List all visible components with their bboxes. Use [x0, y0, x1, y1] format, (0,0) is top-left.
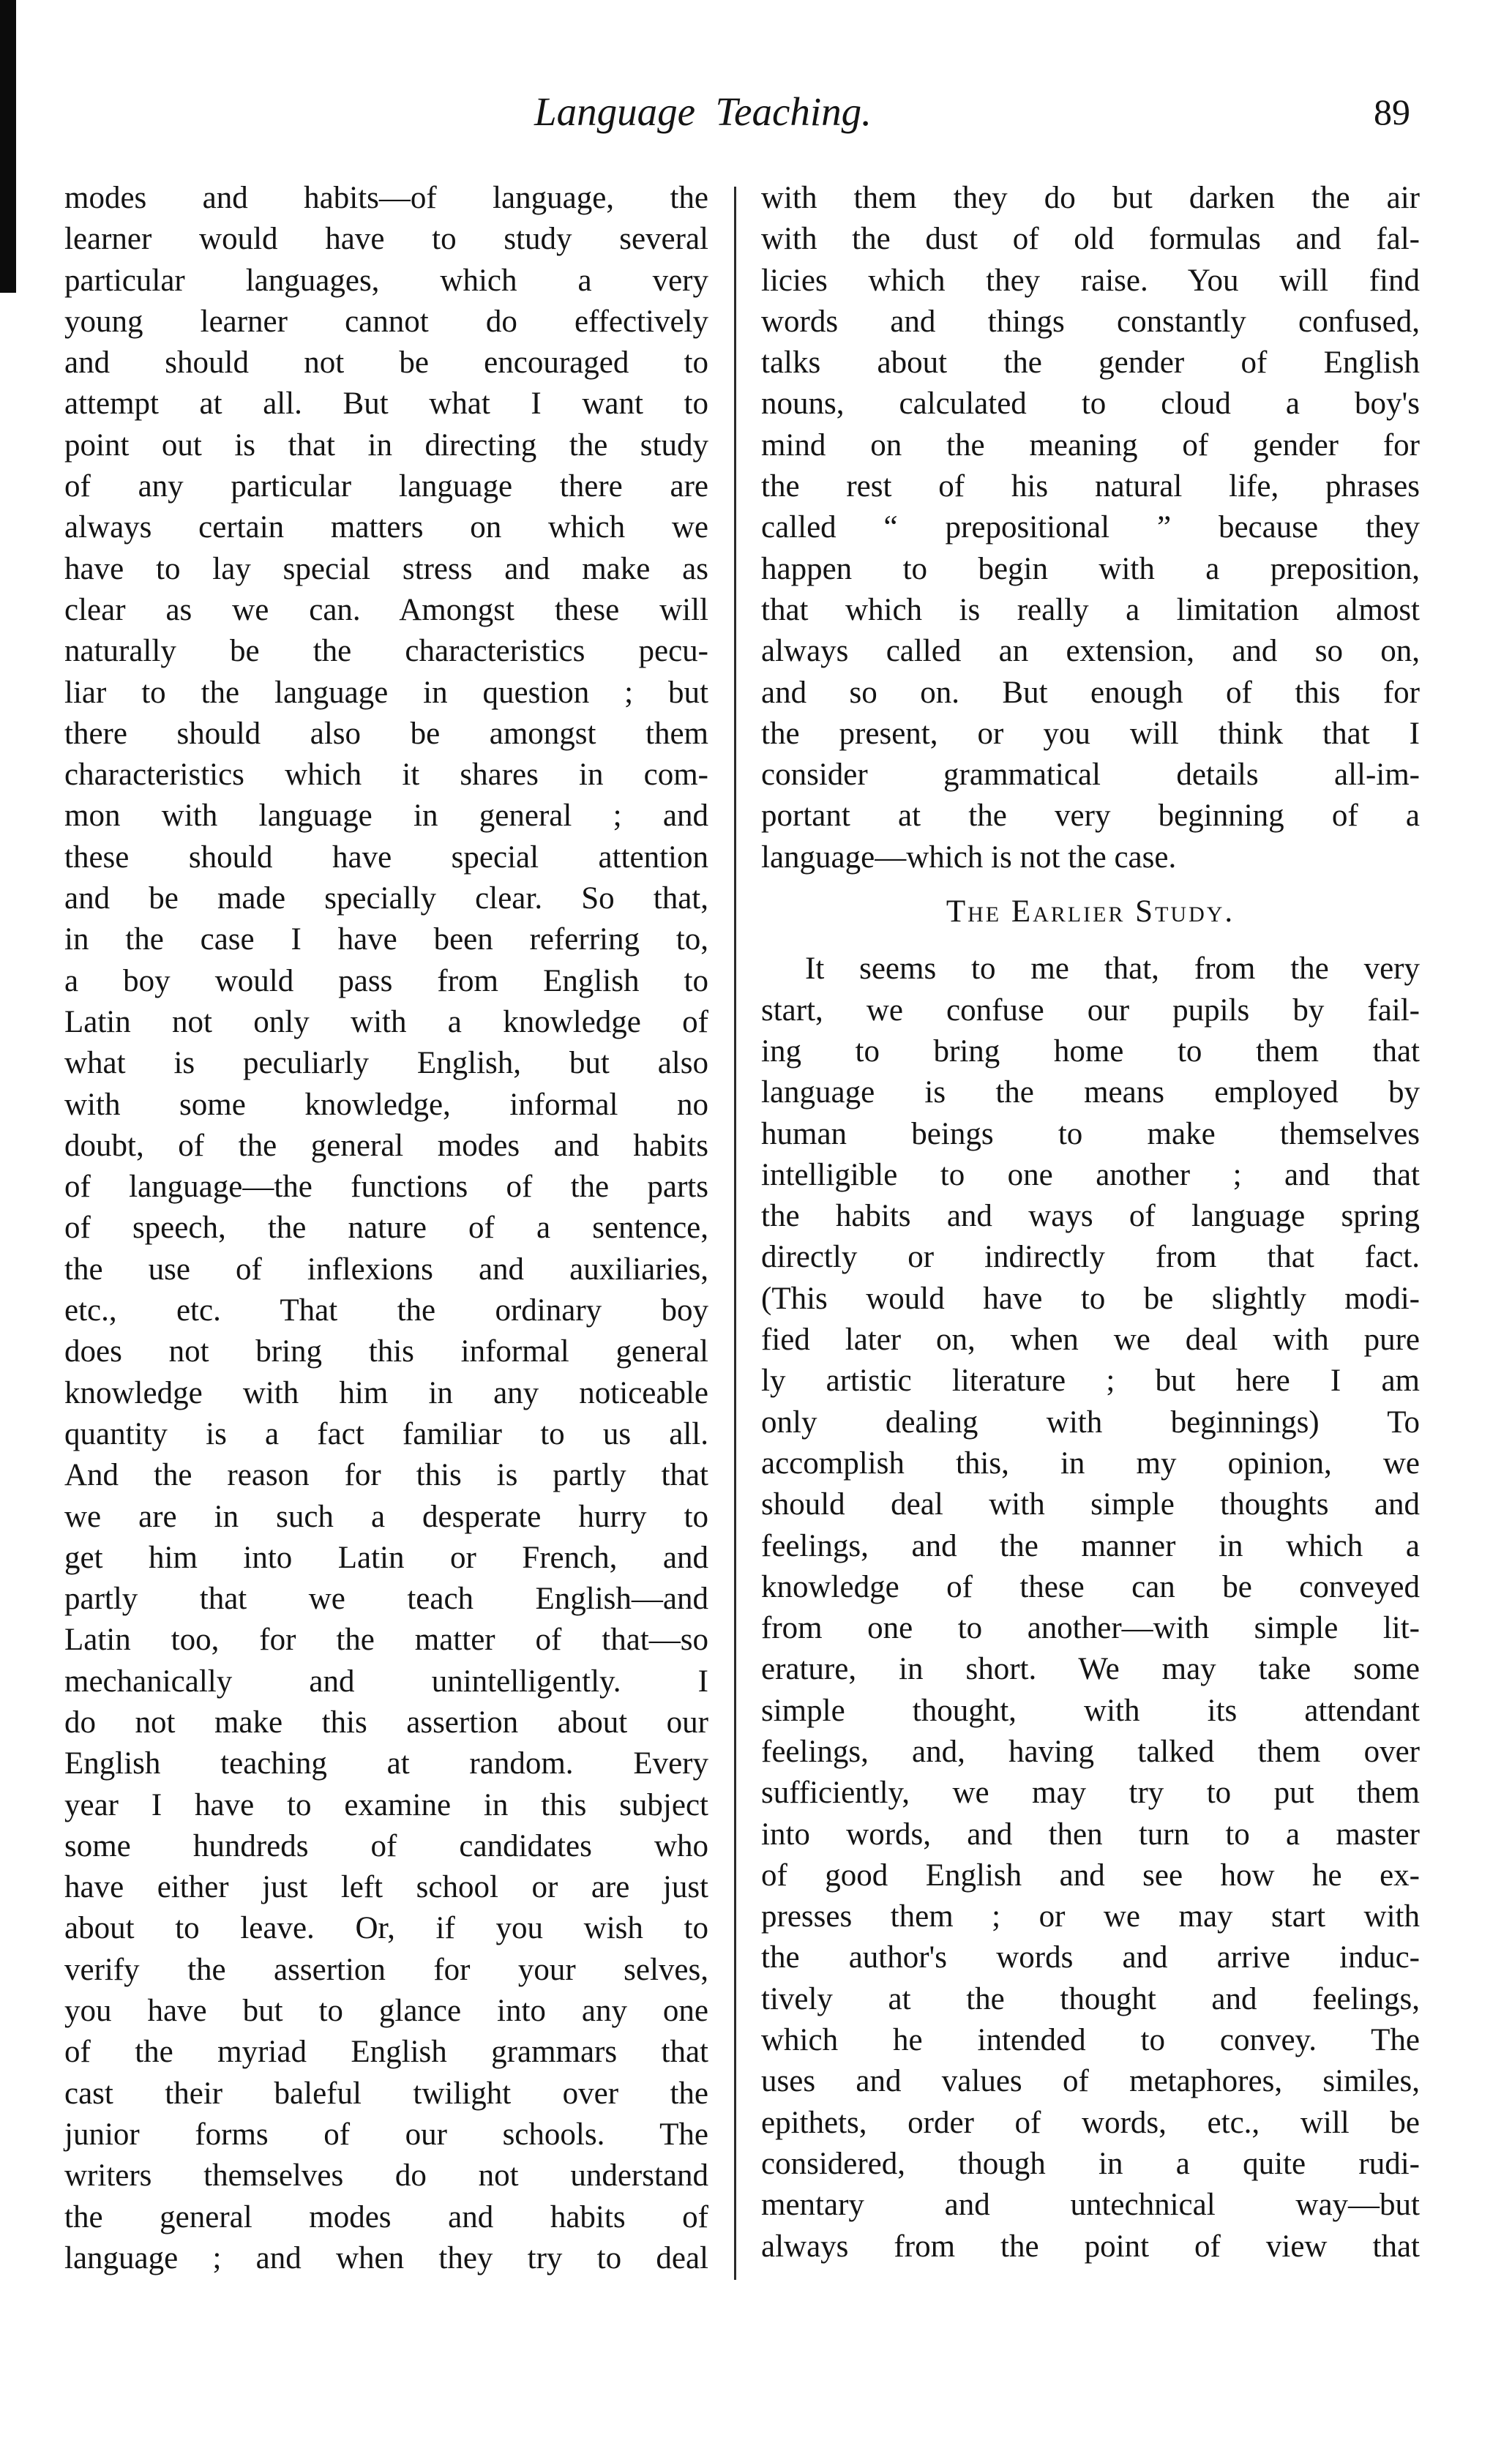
text-line: in the case I have been referring to,	[64, 922, 708, 957]
text-line: with them they do but darken the air	[761, 181, 1420, 215]
text-line: mind on the meaning of gender for	[761, 427, 1420, 463]
text-line: characteristics which it shares in com-	[64, 758, 708, 793]
text-line: presses them ; or we may start with	[761, 1899, 1420, 1934]
text-line: And the reason for this is partly that	[64, 1458, 708, 1493]
text-line: particular languages, which a very	[64, 263, 708, 298]
text-line: licies which they raise. You will find	[761, 263, 1420, 298]
text-line: ing to bring home to them that	[761, 1033, 1420, 1069]
text-line: writers themselves do not understand	[64, 2158, 708, 2193]
text-line: knowledge of these can be conveyed	[761, 1569, 1420, 1604]
text-line: mechanically and unintelligently. I	[64, 1664, 708, 1699]
text-line: of speech, the nature of a sentence,	[64, 1211, 708, 1246]
text-line: language ; and when they try to deal	[64, 2240, 708, 2275]
text-line: uses and values of metaphores, similes,	[761, 2064, 1420, 2099]
right-text-column	[761, 178, 1420, 2267]
text-line: with some knowledge, informal no	[64, 1087, 708, 1122]
text-line: which he intended to convey. The	[761, 2023, 1420, 2058]
text-line: we are in such a desperate hurry to	[64, 1499, 708, 1534]
text-line: talks about the gender of English	[761, 345, 1420, 381]
text-line: into words, and then turn to a master	[761, 1817, 1420, 1852]
text-line: simple thought, with its attendant	[761, 1693, 1420, 1728]
text-line: language is the means employed by	[761, 1075, 1420, 1110]
text-line: about to leave. Or, if you wish to	[64, 1911, 708, 1946]
text-line: happen to begin with a preposition,	[761, 551, 1420, 586]
text-line: a boy would pass from English to	[64, 963, 708, 998]
text-line: and should not be encouraged to	[64, 345, 708, 381]
text-line: the habits and ways of language spring	[761, 1199, 1420, 1234]
text-line: considered, though in a quite rudi-	[761, 2146, 1420, 2181]
text-line: does not bring this informal general	[64, 1334, 708, 1369]
text-line: cast their baleful twilight over the	[64, 2076, 708, 2111]
text-line: modes and habits—of language, the	[64, 181, 708, 215]
right-column-bottom-paragraph	[761, 949, 1420, 2267]
text-line: of the myriad English grammars that	[64, 2035, 708, 2070]
book-spine-shadow	[0, 0, 16, 293]
text-line: from one to another—with simple lit-	[761, 1611, 1420, 1646]
text-line: sufficiently, we may try to put them	[761, 1776, 1420, 1811]
text-line: of language—the functions of the parts	[64, 1170, 708, 1205]
text-line: language—which is not the case.	[761, 839, 1177, 875]
text-line: knowledge with him in any noticeable	[64, 1375, 708, 1410]
text-line: partly that we teach English—and	[64, 1582, 708, 1617]
text-line: intelligible to one another ; and that	[761, 1157, 1420, 1192]
text-line: accomplish this, in my opinion, we	[761, 1445, 1420, 1481]
text-line: Latin too, for the matter of that—so	[64, 1623, 708, 1658]
text-line: only dealing with beginnings) To	[761, 1405, 1420, 1440]
text-line: you have but to glance into any one	[64, 1994, 708, 2029]
text-line: the present, or you will think that I	[761, 716, 1420, 751]
text-line: called “ prepositional ” because they	[761, 510, 1420, 545]
text-line: human beings to make themselves	[761, 1116, 1420, 1151]
text-line: portant at the very beginning of a	[761, 798, 1420, 834]
text-line: directly or indirectly from that fact.	[761, 1240, 1420, 1275]
text-line: (This would have to be slightly modi-	[761, 1281, 1420, 1316]
text-line: have to lay special stress and make as	[64, 551, 708, 586]
text-line: there should also be amongst them	[64, 716, 708, 751]
text-line: liar to the language in question ; but	[64, 675, 708, 710]
text-line: quantity is a fact familiar to us all.	[64, 1416, 708, 1451]
text-line: tively at the thought and feelings,	[761, 1981, 1420, 2016]
text-line: feelings, and, having talked them over	[761, 1734, 1420, 1769]
text-line: these should have special attention	[64, 839, 708, 875]
text-line: the use of inflexions and auxiliaries,	[64, 1252, 708, 1287]
text-line: always certain matters on which we	[64, 510, 708, 545]
text-line: do not make this assertion about our	[64, 1705, 708, 1740]
text-line: erature, in short. We may take some	[761, 1652, 1420, 1687]
text-line: clear as we can. Amongst these will	[64, 592, 708, 627]
text-line: learner would have to study several	[64, 222, 708, 257]
text-line: nouns, calculated to cloud a boy's	[761, 386, 1420, 422]
text-line: always from the point of view that	[761, 2229, 1420, 2264]
text-line: should deal with simple thoughts and	[761, 1487, 1420, 1522]
text-line: the general modes and habits of	[64, 2199, 708, 2234]
text-line: have either just left school or are just	[64, 1870, 708, 1905]
text-line: junior forms of our schools. The	[64, 2117, 708, 2152]
text-line: of any particular language there are	[64, 469, 708, 504]
text-line: fied later on, when we deal with pure	[761, 1323, 1420, 1358]
text-line: what is peculiarly English, but also	[64, 1046, 708, 1081]
text-line: attempt at all. But what I want to	[64, 386, 708, 422]
text-line: start, we confuse our pupils by fail-	[761, 992, 1420, 1028]
text-line: young learner cannot do effectively	[64, 304, 708, 339]
text-line: and so on. But enough of this for	[761, 675, 1420, 710]
text-line: that which is really a limitation almost	[761, 592, 1420, 627]
text-line: It seems to me that, from the very	[805, 951, 1420, 987]
text-line: get him into Latin or French, and	[64, 1540, 708, 1575]
left-text-column	[64, 178, 708, 2279]
text-line: feelings, and the manner in which a	[761, 1528, 1420, 1563]
section-heading: The Earlier Study.	[946, 894, 1235, 930]
text-line: Latin not only with a knowledge of	[64, 1004, 708, 1039]
page-number: 89	[1374, 91, 1410, 132]
text-line: mon with language in general ; and	[64, 798, 708, 834]
text-line: the author's words and arrive induc-	[761, 1940, 1420, 1975]
text-line: etc., etc. That the ordinary boy	[64, 1293, 708, 1328]
right-column-top-paragraph	[761, 178, 1420, 878]
text-line: doubt, of the general modes and habits	[64, 1128, 708, 1163]
text-line: and be made specially clear. So that,	[64, 881, 708, 916]
text-line: point out is that in directing the study	[64, 427, 708, 463]
text-line: the rest of his natural life, phrases	[761, 469, 1420, 504]
page-header	[0, 86, 1512, 145]
text-line: epithets, order of words, etc., will be	[761, 2105, 1420, 2140]
text-line: year I have to examine in this subject	[64, 1787, 708, 1822]
text-line: naturally be the characteristics pecu-	[64, 634, 708, 669]
text-line: some hundreds of candidates who	[64, 1828, 708, 1863]
text-line: of good English and see how he ex-	[761, 1858, 1420, 1893]
running-title: Language Teaching.	[534, 89, 872, 134]
text-line: consider grammatical details all-im-	[761, 758, 1420, 793]
text-line: with the dust of old formulas and fal-	[761, 222, 1420, 257]
column-divider	[734, 187, 736, 2280]
text-line: mentary and untechnical way—but	[761, 2188, 1420, 2223]
text-line: words and things constantly confused,	[761, 304, 1420, 339]
text-line: always called an extension, and so on,	[761, 634, 1420, 669]
text-line: ly artistic literature ; but here I am	[761, 1364, 1420, 1399]
text-line: verify the assertion for your selves,	[64, 1952, 708, 1987]
text-line: English teaching at random. Every	[64, 1746, 708, 1781]
